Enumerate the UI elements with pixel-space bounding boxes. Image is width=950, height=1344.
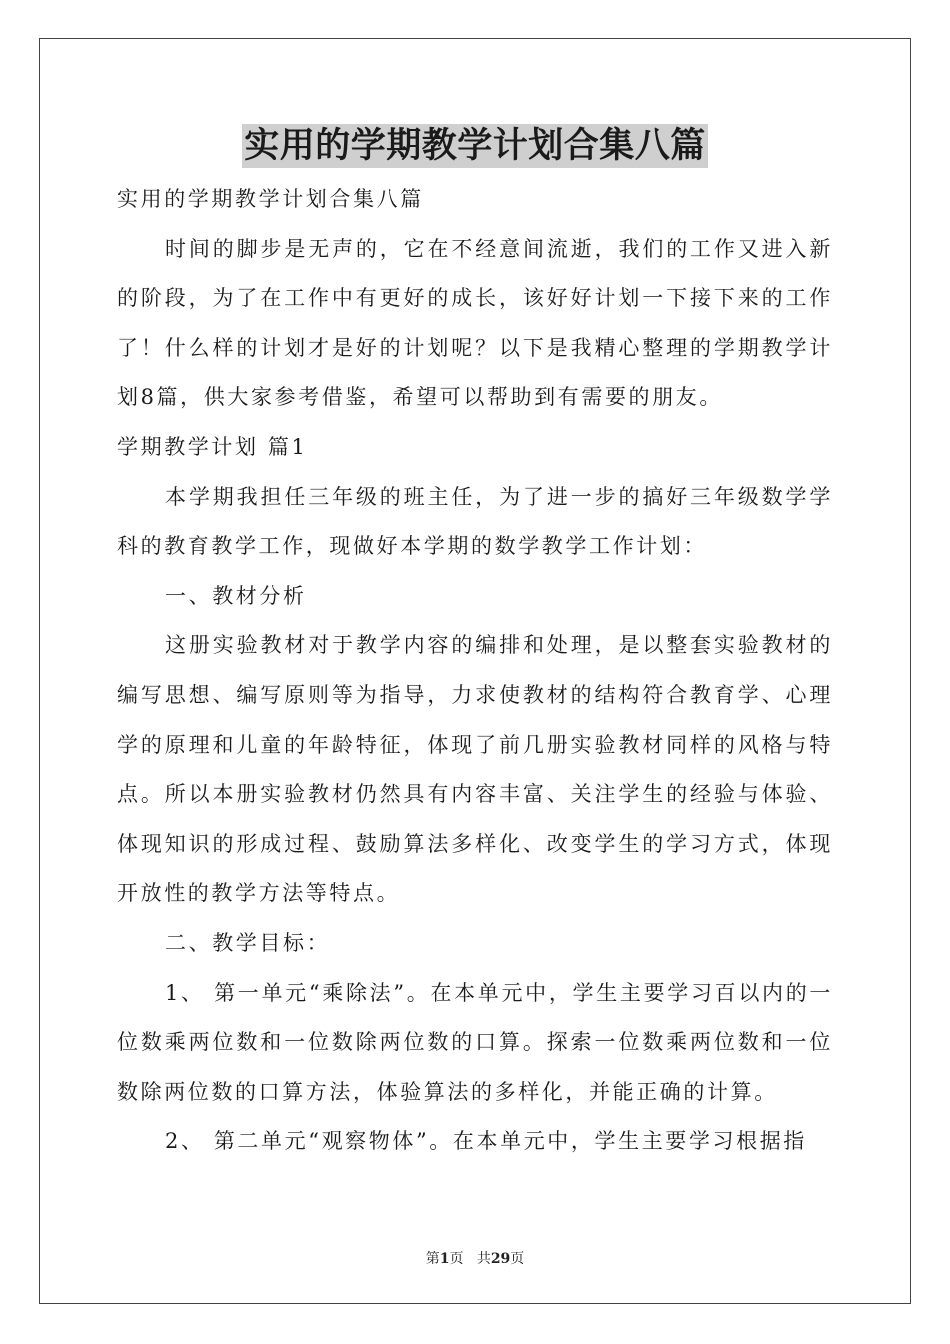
subsection-heading: 一、教材分析 [165,583,307,608]
subsection-heading: 二、教学目标： [165,930,331,955]
section-heading: 学期教学计划 篇1 [117,434,308,459]
paragraph: 这册实验教材对于教学内容的编排和处理，是以整套实验教材的编写思想、编写原则等为指导，力求使教材的结构符合教育学、心理学的原理和儿童的年龄特征，体现了前几册实验教材同样的风格与特点。所以本册实验教材仍然具有内容丰富、关注学生的经验与体验、体现知识的形成过程、鼓励算法多样化、改变学生的学习方式，体现开放性的教学方法等特点。 [117,633,833,906]
paragraph: 实用的学期教学计划合集八篇 [117,187,424,211]
paragraph: 1、 第一单元“乘除法”。在本单元中，学生主要学习百以内的一位数乘两位数和一位数除两位数的口算。探索一位数乘两位数和一位数除两位数的口算方法，体验算法的多样化，并能正确的计算。 [117,980,833,1104]
total-pages: 29 [490,1251,511,1267]
page-prefix: 第 [425,1251,440,1267]
page-number: 1 [439,1251,450,1267]
paragraph: 本学期我担任三年级的班主任，为了进一步的搞好三年级数学学科的教育教学工作，现做好本学期的数学教学工作计划： [117,484,833,559]
document-title [0,124,950,168]
total-suffix: 页 [510,1251,525,1267]
paragraph: 2、 第二单元“观察物体”。在本单元中，学生主要学习根据指 [165,1129,807,1154]
total-prefix: 共 [476,1251,491,1267]
document-body [117,175,833,1167]
paragraph: 时间的脚步是无声的，它在不经意间流逝，我们的工作又进入新的阶段，为了在工作中有更好的成长，该好好计划一下接下来的工作了！什么样的计划才是好的计划呢？以下是我精心整理的学期教学计划8篇，供大家参考借鉴，希望可以帮助到有需要的朋友。 [117,236,833,410]
page-suffix: 页 [449,1251,464,1267]
document-title-text: 实用的学期教学计划合集八篇 [244,125,706,166]
page-footer [0,1248,950,1268]
